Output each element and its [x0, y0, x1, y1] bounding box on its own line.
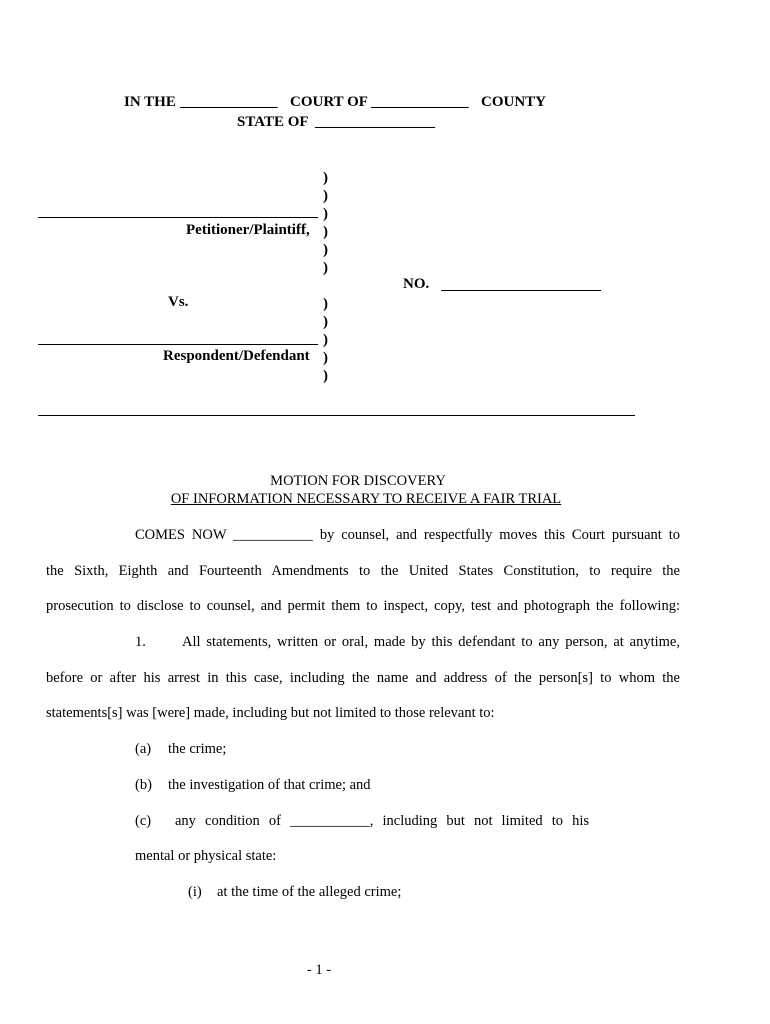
in-the-label: IN THE	[124, 94, 176, 110]
caption-paren: )	[323, 188, 328, 204]
sub-item-a-text: the crime;	[168, 741, 227, 757]
paragraph-1-line-3: prosecution to disclose to counsel, and permit them to inspect, copy, test and photograph the following:	[46, 598, 680, 614]
title-line-2: OF INFORMATION NECESSARY TO RECEIVE A FAIR TRIAL	[170, 491, 562, 507]
caption-paren: )	[323, 350, 328, 366]
sub-item-c-continuation: mental or physical state:	[135, 848, 277, 864]
sub-item-c-text: any condition of ___________, including but not limited to his	[175, 813, 589, 829]
sub-item-c-label: (c)	[135, 813, 152, 829]
item-1-line-3: statements[s] was [were] made, including but not limited to those relevant to:	[46, 705, 495, 721]
caption-paren: )	[323, 332, 328, 348]
state-name-blank: ________________	[315, 114, 435, 130]
caption-paren: )	[323, 368, 328, 384]
sub-item-i-label: (i)	[188, 884, 202, 900]
petitioner-name-line	[38, 217, 318, 218]
title-line-1: MOTION FOR DISCOVERY	[270, 473, 446, 489]
case-number-label: NO.	[403, 276, 430, 292]
item-1-line-2: before or after his arrest in this case, including the name and address of the person[s] to whom the	[46, 670, 680, 686]
caption-paren: )	[323, 296, 328, 312]
item-1-line-1: All statements, written or oral, made by this defendant to any person, at anytime,	[182, 634, 680, 650]
caption-paren: )	[323, 206, 328, 222]
caption-paren: )	[323, 242, 328, 258]
sub-item-i-text: at the time of the alleged crime;	[217, 884, 402, 900]
caption-paren: )	[323, 314, 328, 330]
vs-label: Vs.	[168, 294, 189, 310]
caption-paren: )	[323, 260, 328, 276]
page-number: - 1 -	[306, 962, 332, 978]
sub-item-b-label: (b)	[135, 777, 152, 793]
court-name-blank: _____________	[180, 94, 278, 110]
case-number-line	[441, 290, 601, 291]
court-of-label: COURT OF	[290, 94, 368, 110]
caption-paren: )	[323, 224, 328, 240]
respondent-label: Respondent/Defendant	[163, 348, 310, 364]
county-label: COUNTY	[481, 94, 547, 110]
caption-paren: )	[323, 170, 328, 186]
item-1-number: 1.	[135, 634, 146, 650]
paragraph-1-line-2: the Sixth, Eighth and Fourteenth Amendments to the United States Constitution, to require the	[46, 563, 680, 579]
respondent-name-line	[38, 344, 318, 345]
sub-item-b-text: the investigation of that crime; and	[168, 777, 371, 793]
caption-divider	[38, 415, 635, 416]
petitioner-label: Petitioner/Plaintiff,	[186, 222, 310, 238]
sub-item-a-label: (a)	[135, 741, 152, 757]
paragraph-1-line-1: COMES NOW ___________ by counsel, and respectfully moves this Court pursuant to	[135, 527, 680, 543]
county-name-blank: _____________	[371, 94, 469, 110]
state-of-label: STATE OF	[237, 114, 309, 130]
